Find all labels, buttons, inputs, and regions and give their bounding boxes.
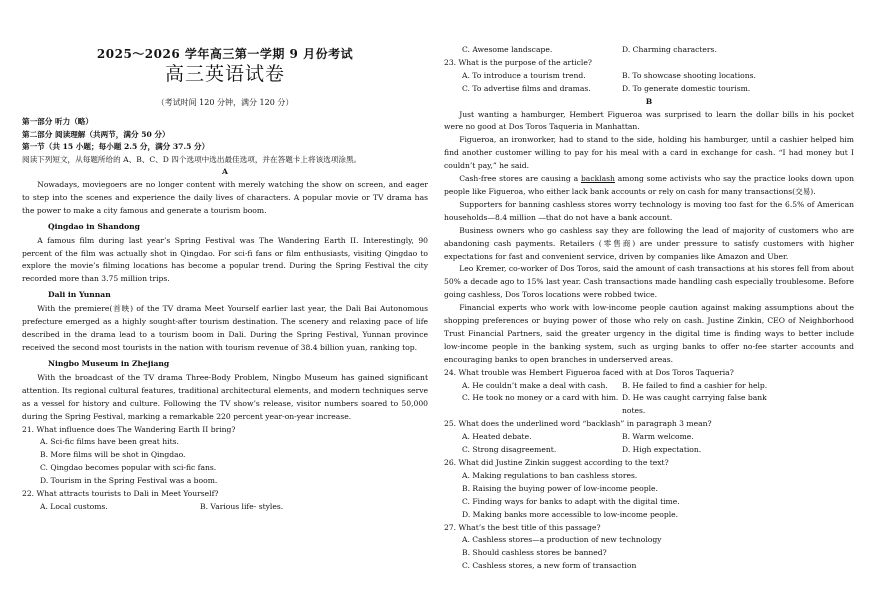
question-22: 22. What attracts tourists to Dali in Meet Yourself? bbox=[22, 489, 219, 499]
paragraph-3-start: Cash-free stores are causing a bbox=[459, 174, 581, 184]
option-22c: C. Awesome landscape. bbox=[462, 45, 553, 54]
passage-b-paragraph-7: Financial experts who work with low-income people caution against making assumptions about the shopping preferences or buying power of those who rely on cash. Justine Zinkin, CEO of Neighborhood Trust Financial Partners, said the greater urgency in the digital time is finding ways to better include low-income people in the banking system, such as urging banks to offer no-fee starter accounts and encouraging banks to open branches in underserved areas. bbox=[444, 303, 854, 364]
passage-a-paragraph-dali: With the premiere(首映) of the TV drama Meet Yourself earlier last year, the Dali Bai Autonomous prefecture emerged as a highly sought-after tourism destination. The scenery and relaxing pace of life described in the drama lead to a tourism boom in Dali. During the Spring Festival, Yunnan province received the second most tourists in the nation with tourism revenue of 38.4 billion yuan, ranking top. bbox=[22, 304, 428, 352]
option-25c: C. Strong disagreement. bbox=[462, 445, 557, 455]
option-26b: B. Raising the buying power of low-income people. bbox=[462, 483, 658, 493]
passage-b-paragraph-6: Leo Kremer, co-worker of Dos Toros, said the amount of cash transactions at his stores fell from about 50% a decade ago to 15% last year. Cash transactions made handling cash especially troublesome. Before going cashless, Dos Toros locations were robbed twice. bbox=[444, 264, 854, 300]
option-24c: C. He took no money or a card with him. bbox=[462, 393, 619, 403]
option-22d: D. Charming characters. bbox=[622, 45, 717, 54]
option-21c: C. Qingdao becomes popular with sci-fic fans. bbox=[40, 463, 217, 473]
left-column bbox=[22, 0, 428, 514]
option-25d: D. High expectation. bbox=[622, 445, 702, 455]
question-27: 27. What’s the best title of this passage? bbox=[444, 522, 601, 532]
option-24b: B. He failed to find a cashier for help. bbox=[622, 380, 768, 390]
passage-b-letter: B bbox=[645, 96, 653, 106]
option-26a: A. Making regulations to ban cashless stores. bbox=[462, 470, 638, 480]
passage-a-intro: Nowadays, moviegoers are no longer content with merely watching the show on screen, and eager to step into the scenes and experience the daily lives of characters. A popular movie or TV drama has the power to make a city famous and generate a tourism boom. bbox=[22, 179, 428, 215]
question-26: 26. What did Justine Zinkin suggest according to the text? bbox=[444, 458, 669, 467]
main-title: 高三英语试卷 bbox=[164, 63, 285, 85]
question-23: 23. What is the purpose of the article? bbox=[444, 57, 592, 67]
option-23b: B. To showcase shooting locations. bbox=[622, 70, 756, 80]
section1-heading: 第一节（共 15 小题；每小题 2.5 分，满分 37.5 分） bbox=[22, 142, 210, 151]
question-25: 25. What does the underlined word “backlash” in paragraph 3 mean? bbox=[444, 419, 712, 429]
option-27a: A. Cashless stores—a production of new technology bbox=[462, 535, 662, 545]
passage-a-paragraph-qingdao: A famous film during last year’s Spring Festival was The Wandering Earth II. Interestingly, 90 percent of the film was actually shot in Qingdao. For sci-fi fans or film enthusiasts, visiting Qingdao to explore the movie’s filming locations has become a popular trend. During the Spring Festival the city recorded more than 3.75 million trips. bbox=[22, 235, 428, 284]
option-21d: D. Tourism in the Spring Festival was a boom. bbox=[40, 476, 218, 486]
option-22a: A. Local customs. bbox=[40, 501, 108, 511]
passage-a-paragraph-ningbo: With the broadcast of the TV drama Three-Body Problem, Ningbo Museum has gained significant attention. Its regional cultural features, traditional architectural elements, and modern techniques serve as a vessel for history and culture. Following the TV show’s release, visitor numbers soared to 50,000 during the Spring Festival, marking a remarkable 220 percent year-on-year increase. bbox=[22, 372, 428, 421]
options-24cd bbox=[444, 392, 854, 418]
passage-b-paragraph-3 bbox=[444, 173, 854, 199]
option-22b: B. Various life- styles. bbox=[200, 501, 284, 511]
options-23cd bbox=[444, 83, 854, 96]
options-22ab bbox=[22, 501, 428, 514]
passage-b-paragraph-2: Figueroa, an ironworker, had to stand to the side, holding his hamburger, until a cashier helped him find another customer willing to pay for his meal with a card in exchange for cash. “I had money but I couldn’t pay,” he said. bbox=[444, 135, 854, 171]
options-25cd bbox=[444, 444, 854, 457]
options-25ab bbox=[444, 431, 854, 444]
option-23a: A. To introduce a tourism trend. bbox=[462, 70, 586, 80]
option-26d: D. Making banks more accessible to low-income people. bbox=[462, 509, 679, 519]
right-column bbox=[444, 44, 854, 573]
passage-a-heading-ningbo: Ningbo Museum in Zhejiang bbox=[48, 358, 170, 368]
option-24a: A. He couldn’t make a deal with cash. bbox=[462, 380, 608, 390]
time-info: （考试时间 120 分钟，满分 120 分） bbox=[156, 98, 294, 107]
part2-heading: 第二部分 阅读理解（共两节，满分 50 分） bbox=[22, 129, 170, 139]
option-21b: B. More films will be shot in Qingdao. bbox=[40, 450, 186, 460]
option-27c: C. Cashless stores, a new form of transaction bbox=[462, 561, 637, 571]
option-23d: D. To generate domestic tourism. bbox=[622, 83, 751, 93]
passage-a-heading-qingdao: Qingdao in Shandong bbox=[48, 221, 140, 231]
options-24ab bbox=[444, 380, 854, 393]
option-24d: D. He was caught carrying false bank notes. bbox=[622, 393, 767, 416]
option-25b: B. Warm welcome. bbox=[622, 432, 694, 442]
option-25a: A. Heated debate. bbox=[462, 432, 532, 442]
part1-heading: 第一部分 听力（略） bbox=[22, 117, 93, 126]
option-21a: A. Sci-fic films have been great hits. bbox=[40, 437, 179, 447]
question-21: 21. What influence does The Wandering Earth II bring? bbox=[22, 424, 236, 434]
passage-a-heading-dali: Dali in Yunnan bbox=[48, 290, 111, 300]
passage-b-paragraph-5: Business owners who go cashless say they are following the lead of majority of customers who are abandoning cash payments. Retailers (零售商) are under pressure to satisfy customers with higher expectations for fast and convenient service, driven by companies like Amazon and Uber. bbox=[444, 225, 854, 261]
option-27b: B. Should cashless stores be banned? bbox=[462, 548, 607, 558]
option-26c: C. Finding ways for banks to adapt with the digital time. bbox=[462, 496, 680, 506]
question-24: 24. What trouble was Hembert Figueroa faced with at Dos Toros Taqueria? bbox=[444, 367, 734, 377]
exam-title: 2025～2026 学年高三第一学期 9 月份考试 bbox=[96, 47, 354, 61]
passage-b-paragraph-1: Just wanting a hamburger, Hembert Figueroa was surprised to learn the dollar bills in his pocket were no good at Dos Toros Taqueria in Manhattan. bbox=[444, 109, 854, 132]
options-22cd bbox=[444, 44, 854, 57]
underlined-word-backlash: backlash bbox=[580, 174, 615, 184]
option-23c: C. To advertise films and dramas. bbox=[462, 83, 591, 93]
instruction: 阅读下列短文，从每题所给的 A、B、C、D 四个选项中选出最佳选项，并在答题卡上将该选项涂黑。 bbox=[22, 154, 362, 164]
passage-b-paragraph-4: Supporters for banning cashless stores worry technology is moving too fast for the 6.5% of American households—8.4 million —that do not have a bank account. bbox=[444, 199, 854, 222]
passage-a-letter: A bbox=[222, 167, 228, 176]
options-23ab bbox=[444, 70, 854, 83]
paragraph-3-end: among some activists who say the practice looks down upon people like Figueroa, who either lack bank accounts or rely on cash for many transactions(交易). bbox=[444, 174, 854, 196]
